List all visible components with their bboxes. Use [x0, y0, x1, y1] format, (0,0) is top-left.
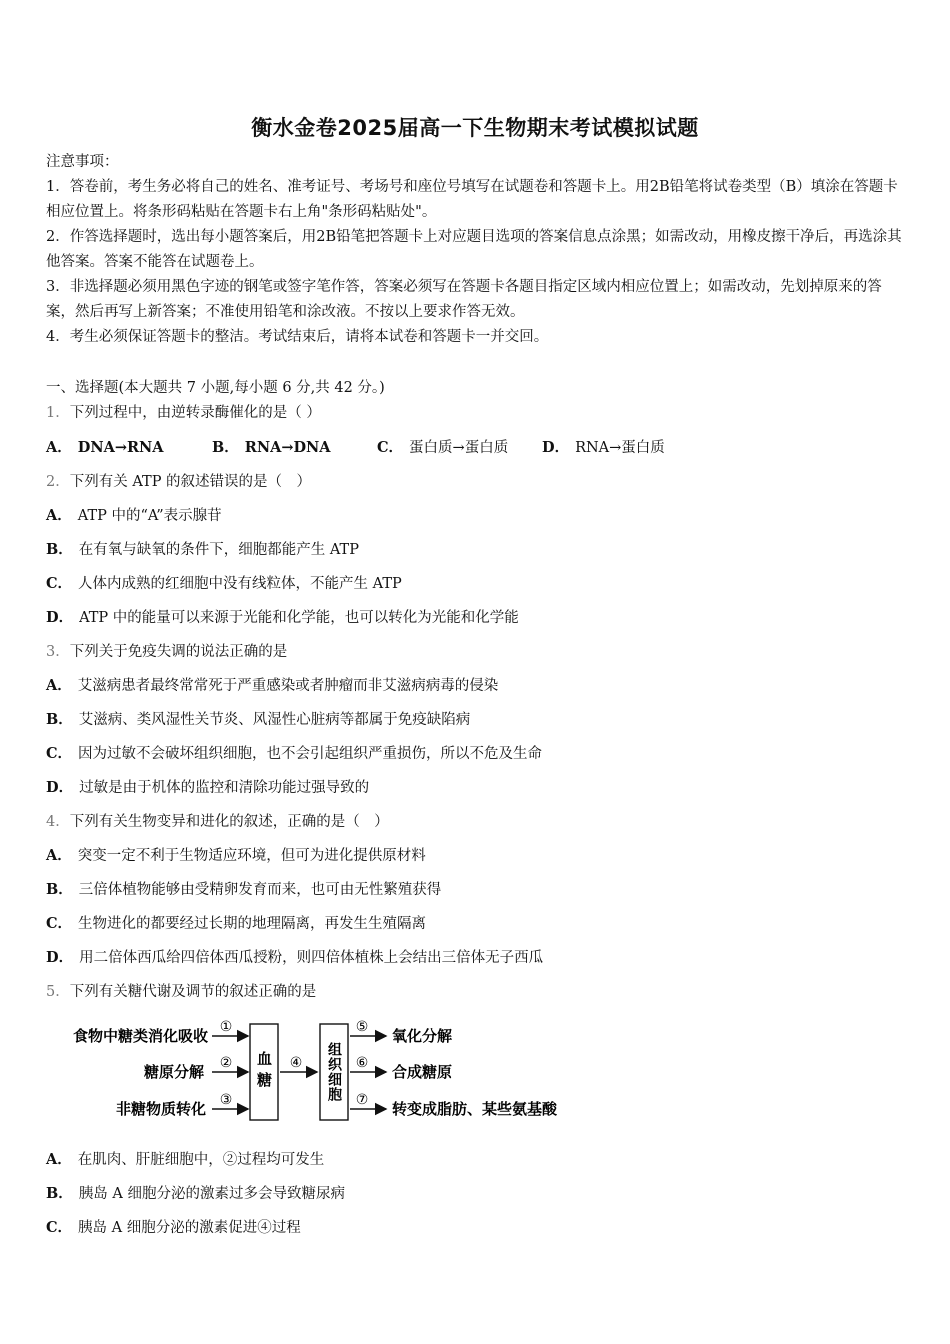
notes-heading: 注意事项：: [46, 154, 119, 170]
question-1: [46, 401, 321, 422]
step-mark: ②: [219, 1055, 233, 1071]
option-d[interactable]: D． 过敏是由于机体的监控和清除功能过强导致的: [46, 779, 370, 796]
option-c[interactable]: C． 胰岛 A 细胞分泌的激素促进④过程: [46, 1219, 301, 1236]
question-stem: 下列关于免疫失调的说法正确的是: [69, 644, 288, 660]
question-stem: 下列有关生物变异和进化的叙述，正确的是（ ）: [69, 814, 389, 830]
question-number: 1．: [46, 405, 70, 421]
step-mark: ③: [219, 1092, 233, 1108]
source-label: 糖原分解: [143, 1063, 204, 1081]
option-a[interactable]: A． 突变一定不利于生物适应环境，但可为进化提供原材料: [46, 847, 426, 864]
option-d[interactable]: D． 用二倍体西瓜给四倍体西瓜授粉，则四倍体植株上会结出三倍体无子西瓜: [46, 949, 544, 966]
question-number: 5．: [46, 984, 70, 1000]
option-c[interactable]: C． 人体内成熟的红细胞中没有线粒体，不能产生 ATP: [46, 575, 402, 592]
question-stem: 下列有关 ATP 的叙述错误的是（ ）: [69, 474, 312, 490]
option-c[interactable]: C． 因为过敏不会破坏组织细胞，也不会引起组织严重损伤，所以不危及生命: [46, 745, 543, 762]
page-title: 衡水金卷2025届高一下生物期末考试模拟试题: [251, 116, 699, 140]
note-item: 4．考生必须保证答题卡的整洁。考试结束后，请将本试卷和答题卡一并交回。: [46, 329, 549, 345]
question-number: 3．: [46, 644, 70, 660]
question-number: 4．: [46, 814, 70, 830]
option-d[interactable]: D． ATP 中的能量可以来源于光能和化学能，也可以转化为光能和化学能: [46, 609, 519, 626]
note-item: 3．非选择题必须用黑色字迹的钢笔或签字笔作答，答案必须写在答题卡各题目指定区域内相应位置上；如需改动，先划掉原来的答案，然后再写上新答案；不准使用铅笔和涂改液。不按以上要求作答无效。: [46, 279, 882, 320]
question-3: [46, 640, 287, 661]
notes: [46, 150, 906, 350]
option-b[interactable]: B． 在有氧与缺氧的条件下，细胞都能产生 ATP: [46, 541, 359, 558]
option-b[interactable]: B． 三倍体植物能够由受精卵发育而来，也可由无性繁殖获得: [46, 881, 442, 898]
question-number: 2．: [46, 474, 70, 490]
source-label: 食物中糖类消化吸收: [72, 1027, 208, 1045]
question-stem: 下列过程中，由逆转录酶催化的是（ ）: [69, 405, 321, 421]
output-label: 合成糖原: [392, 1063, 453, 1081]
question-2: [46, 470, 311, 491]
question-stem: 下列有关糖代谢及调节的叙述正确的是: [69, 984, 317, 1000]
question-1-options: [46, 436, 746, 456]
option-b[interactable]: B． RNA→DNA: [212, 439, 331, 456]
note-item: 1．答卷前，考生务必将自己的姓名、准考证号、考场号和座位号填写在试题卷和答题卡上。用2B铅笔将试卷类型（B）填涂在答题卡相应位置上。将条形码粘贴在答题卡右上角"条形码粘贴处"。: [46, 179, 898, 220]
option-a[interactable]: A． DNA→RNA: [46, 439, 164, 456]
step-mark: ⑦: [355, 1092, 369, 1108]
blood-sugar-label: 血糖: [255, 1051, 273, 1093]
option-c[interactable]: C． 蛋白质→蛋白质: [377, 439, 509, 456]
question-4: [46, 810, 389, 831]
glucose-metabolism-diagram: [44, 1014, 604, 1124]
option-a[interactable]: A． 在肌肉、肝脏细胞中，②过程均可发生: [46, 1151, 325, 1168]
option-d[interactable]: D． RNA→蛋白质: [542, 439, 665, 456]
output-label: 转变成脂肪、某些氨基酸: [392, 1100, 558, 1118]
step-mark: ⑤: [355, 1019, 369, 1035]
output-label: 氧化分解: [392, 1027, 453, 1045]
option-a[interactable]: A． ATP 中的“A”表示腺苷: [46, 507, 222, 524]
source-label: 非糖物质转化: [115, 1100, 206, 1118]
tissue-cell-label: 组织细胞: [326, 1042, 342, 1102]
section-heading: 一、选择题(本大题共 7 小题,每小题 6 分,共 42 分。): [46, 380, 385, 396]
option-c[interactable]: C． 生物进化的都要经过长期的地理隔离，再发生生殖隔离: [46, 915, 427, 932]
note-item: 2．作答选择题时，选出每小题答案后，用2B铅笔把答题卡上对应题目选项的答案信息点涂黑；如需改动，用橡皮擦干净后，再选涂其他答案。答案不能答在试题卷上。: [46, 229, 902, 270]
step-mark: ①: [219, 1019, 233, 1035]
question-5: [46, 980, 316, 1001]
step-mark: ⑥: [355, 1055, 369, 1071]
step-mark: ④: [289, 1055, 303, 1071]
option-b[interactable]: B． 胰岛 A 细胞分泌的激素过多会导致糖尿病: [46, 1185, 345, 1202]
option-a[interactable]: A． 艾滋病患者最终常常死于严重感染或者肿瘤而非艾滋病病毒的侵染: [46, 677, 499, 694]
option-b[interactable]: B． 艾滋病、类风湿性关节炎、风湿性心脏病等都属于免疫缺陷病: [46, 711, 471, 728]
